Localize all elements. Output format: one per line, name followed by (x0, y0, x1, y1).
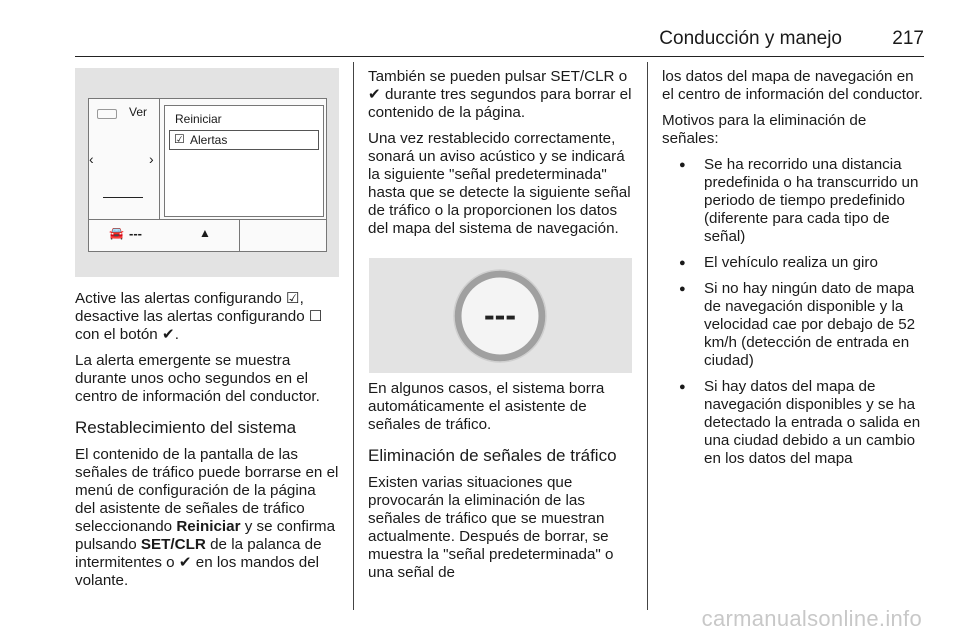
chevron-left-icon: ‹ (89, 151, 94, 167)
menu-panel (164, 105, 324, 217)
paragraph: La alerta emergente se muestra durante unos ocho segundos en el centro de información del conductor. (75, 352, 320, 405)
sign-dashes: --- (484, 297, 516, 333)
left-pane (89, 99, 160, 219)
page-number: 217 (892, 28, 924, 49)
menu-item-alertas-row (169, 130, 319, 150)
paragraph: Motivos para la eliminación de señales: (662, 112, 867, 147)
status-dashes: --- (129, 226, 142, 241)
section-heading: Eliminación de señales de tráfico (368, 446, 617, 465)
vehicle-ahead-icon: ▲ (199, 226, 211, 240)
divider-line (103, 197, 143, 198)
column-divider (353, 62, 354, 610)
column-1 (75, 290, 340, 598)
column-2 (368, 68, 633, 246)
header-title: Conducción y manejo (659, 28, 842, 49)
page-header (0, 22, 960, 54)
column-2-lower (368, 380, 633, 590)
column-divider (647, 62, 648, 610)
car-icon: 🚘 (109, 226, 124, 240)
default-sign-figure (369, 258, 632, 373)
status-bar (89, 219, 326, 252)
menu-item-alertas: Alertas (190, 133, 228, 147)
paragraph: El contenido de la pantalla de las señales de tráfico puede borrarse en el menú de configuración de la página del asistente de señales de tráfico seleccionando Reiniciar y se confirma pulsando SET/CLR de la palanca de intermitentes o ✔ en los mandos del volante. (75, 446, 339, 589)
default-sign-icon (369, 258, 632, 373)
column-3 (662, 68, 927, 476)
paragraph: En algunos casos, el sistema borra automáticamente el asistente de señales de tráfico. (368, 380, 605, 433)
list-item: ● Si hay datos del mapa de navegación disponibles y se ha detectado la entrada o salida en una ciudad debido a un cambio en los datos del mapa (662, 378, 927, 468)
cluster-screen-figure (75, 68, 339, 277)
list-item: ● El vehículo realiza un giro (662, 254, 927, 272)
status-separator (239, 220, 240, 252)
menu-item-reiniciar: Reiniciar (175, 112, 222, 126)
paragraph: También se pueden pulsar SET/CLR o ✔ durante tres segundos para borrar el contenido de la página. (368, 68, 632, 121)
paragraph: Una vez restablecido correctamente, sonará un aviso acústico y se indicará la siguiente "señal predeterminada" hasta que se detecte la siguiente señal de tráfico o la proporcionen los datos del mapa del sistema de navegación. (368, 130, 631, 237)
list-item: ● Si no hay ningún dato de mapa de navegación disponible y la velocidad cae por debajo de 52 km/h (detección de entrada en ciudad) (662, 280, 927, 370)
paragraph: Existen varias situaciones que provocarán la eliminación de las señales de tráfico que se muestran actualmente. Después de borrar, se muestra la "señal predeterminada" o una señal de (368, 474, 614, 581)
checkbox-checked-icon: ☑ (174, 132, 185, 146)
paragraph: los datos del mapa de navegación en el centro de información del conductor. (662, 68, 923, 103)
reasons-list (662, 156, 927, 468)
paragraph: Active las alertas configurando ☑, desactive las alertas configurando ☐ con el botón ✔. (75, 290, 323, 343)
section-heading: Restablecimiento del sistema (75, 418, 297, 437)
chevron-right-icon: › (149, 151, 154, 167)
watermark: carmanualsonline.info (701, 606, 922, 631)
list-item: ● Se ha recorrido una distancia predefinida o ha transcurrido un periodo de tiempo predefinido (diferente para cada tipo de señal) (662, 156, 927, 246)
header-rule (75, 56, 924, 57)
page-icon (97, 109, 117, 119)
cluster-display (88, 98, 327, 252)
tab-ver: Ver (129, 105, 148, 119)
